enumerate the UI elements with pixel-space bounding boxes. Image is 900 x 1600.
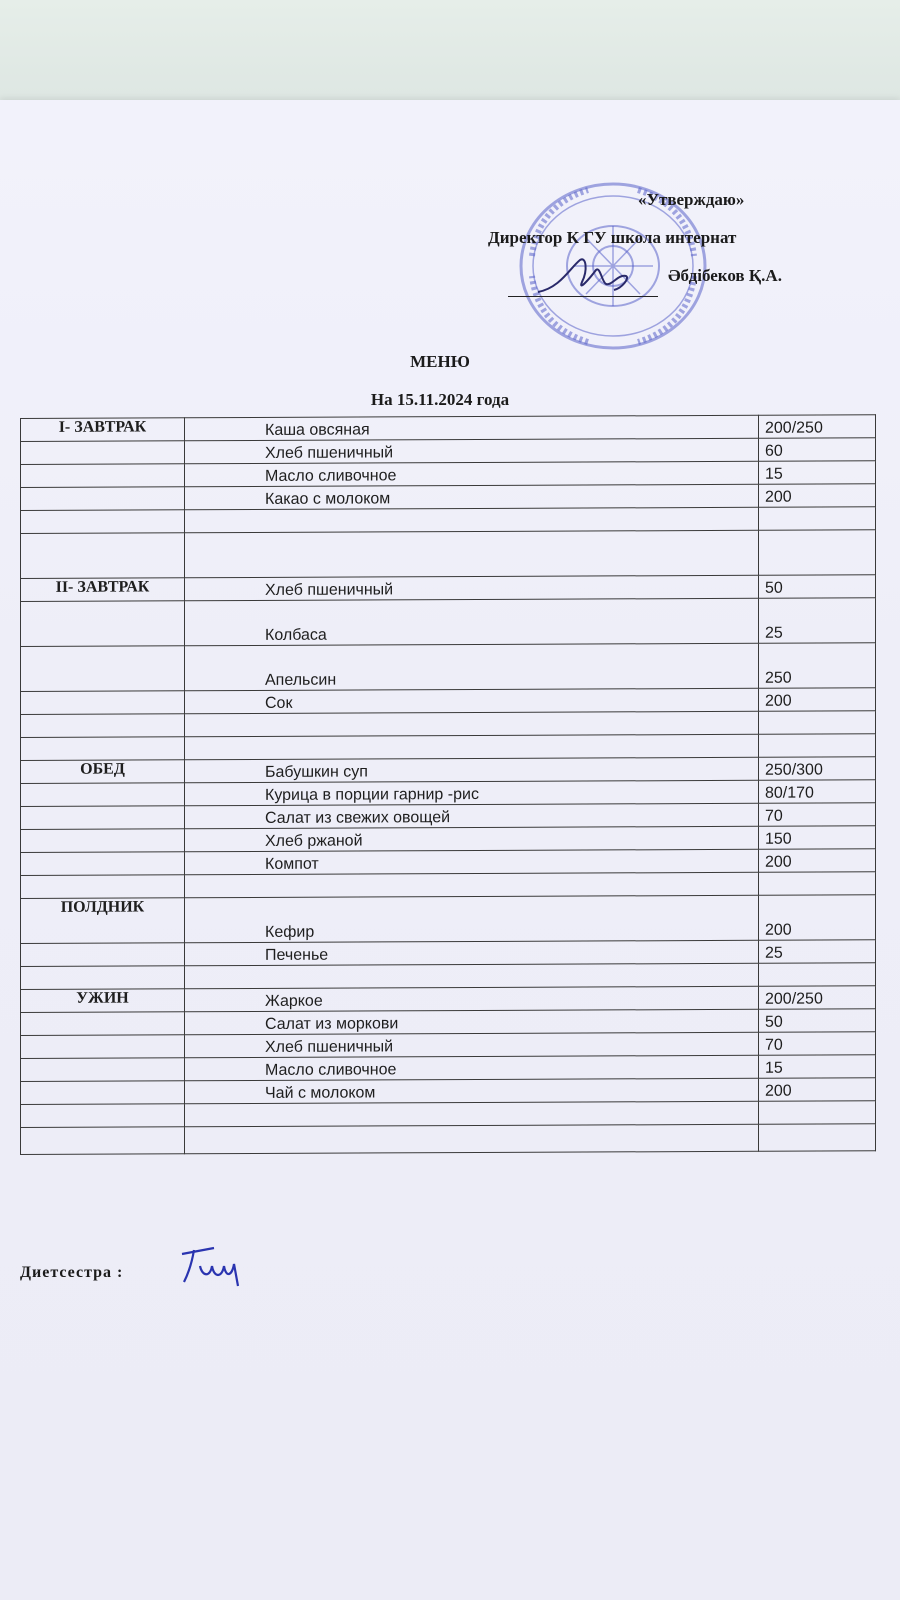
dish-cell: Апельсин: [185, 643, 759, 691]
dish-cell: Салат из свежих овощей: [185, 803, 759, 829]
table-row: [21, 643, 876, 692]
meal-cell: [21, 852, 185, 876]
dish-cell: [185, 711, 759, 737]
meal-cell: [21, 1012, 185, 1036]
meal-cell: [21, 441, 185, 465]
dish-cell: [185, 507, 759, 533]
quantity-cell: [759, 711, 876, 735]
dish-cell: Курица в порции гарнир -рис: [185, 780, 759, 806]
table-row: [21, 530, 876, 579]
dish-cell: Какао с молоком: [185, 484, 759, 510]
quantity-cell: 200: [759, 895, 876, 941]
dish-cell: Печенье: [185, 940, 759, 966]
dish-cell: Жаркое: [185, 986, 759, 1012]
meal-cell: [21, 875, 185, 899]
quantity-cell: 80/170: [759, 780, 876, 804]
quantity-cell: 150: [759, 826, 876, 850]
quantity-cell: 250: [759, 643, 876, 689]
meal-cell: ОБЕД: [21, 760, 185, 784]
dish-cell: Каша овсяная: [185, 415, 759, 441]
meal-cell: [21, 510, 185, 534]
dish-cell: [185, 1101, 759, 1127]
quantity-cell: 200/250: [759, 415, 876, 439]
table-row: [21, 1124, 876, 1155]
director-signature: [530, 248, 640, 308]
quantity-cell: 50: [759, 1009, 876, 1033]
quantity-cell: 250/300: [759, 757, 876, 781]
meal-cell: [21, 737, 185, 761]
dish-cell: Хлеб пшеничный: [185, 1032, 759, 1058]
quantity-cell: [759, 734, 876, 758]
dish-cell: Хлеб ржаной: [185, 826, 759, 852]
meal-cell: [21, 601, 185, 647]
dietitian-signature: [176, 1236, 246, 1291]
dish-cell: Масло сливочное: [185, 461, 759, 487]
meal-cell: ПОЛДНИК: [21, 898, 185, 944]
quantity-cell: 200/250: [759, 986, 876, 1010]
meal-cell: [21, 487, 185, 511]
document-date: На 15.11.2024 года: [370, 390, 510, 409]
meal-cell: [21, 646, 185, 692]
meal-cell: [21, 1058, 185, 1082]
approve-label: «Утверждаю»: [638, 190, 745, 209]
meal-cell: [21, 714, 185, 738]
menu-table-body: [21, 415, 876, 1155]
meal-cell: [21, 806, 185, 830]
dish-cell: [185, 872, 759, 898]
quantity-cell: 60: [759, 438, 876, 462]
dish-cell: Бабушкин суп: [185, 757, 759, 783]
quantity-cell: [759, 530, 876, 576]
quantity-cell: 200: [759, 688, 876, 712]
quantity-cell: [759, 872, 876, 896]
table-row: [21, 598, 876, 647]
background-wall: [0, 0, 900, 110]
quantity-cell: 200: [759, 1078, 876, 1102]
quantity-cell: 70: [759, 1032, 876, 1056]
quantity-cell: [759, 1101, 876, 1125]
meal-cell: [21, 783, 185, 807]
dish-cell: Компот: [185, 849, 759, 875]
dietitian-label: Диетсестра :: [20, 1264, 124, 1281]
dish-cell: Чай с молоком: [185, 1078, 759, 1104]
meal-cell: [21, 1035, 185, 1059]
meal-cell: [21, 691, 185, 715]
table-row: [21, 895, 876, 944]
quantity-cell: [759, 963, 876, 987]
dish-cell: Салат из моркови: [185, 1009, 759, 1035]
meal-cell: УЖИН: [21, 989, 185, 1013]
dish-cell: Хлеб пшеничный: [185, 438, 759, 464]
meal-cell: [21, 829, 185, 853]
quantity-cell: 25: [759, 598, 876, 644]
dish-cell: [185, 1124, 759, 1154]
quantity-cell: 50: [759, 575, 876, 599]
dish-cell: Хлеб пшеничный: [185, 575, 759, 601]
meal-cell: [21, 966, 185, 990]
dish-cell: Масло сливочное: [185, 1055, 759, 1081]
dish-cell: [185, 963, 759, 989]
meal-cell: [21, 1081, 185, 1105]
meal-cell: [21, 533, 185, 579]
meal-cell: II- ЗАВТРАК: [21, 578, 185, 602]
dish-cell: Колбаса: [185, 598, 759, 646]
quantity-cell: 15: [759, 1055, 876, 1079]
director-name: Әбдібеков Қ.А.: [668, 266, 782, 285]
dish-cell: [185, 530, 759, 578]
meal-cell: [21, 1104, 185, 1128]
meal-cell: [21, 943, 185, 967]
meal-cell: [21, 464, 185, 488]
meal-cell: [21, 1127, 185, 1155]
meal-cell: I- ЗАВТРАК: [21, 418, 185, 442]
dish-cell: Сок: [185, 688, 759, 714]
menu-table: [20, 414, 876, 1155]
director-position: Директор К ГУ школа интернат: [488, 228, 737, 247]
quantity-cell: 200: [759, 849, 876, 873]
quantity-cell: 70: [759, 803, 876, 827]
quantity-cell: 15: [759, 461, 876, 485]
quantity-cell: 200: [759, 484, 876, 508]
quantity-cell: [759, 507, 876, 531]
dish-cell: Кефир: [185, 895, 759, 943]
dish-cell: [185, 734, 759, 760]
document-title: МЕНЮ: [410, 352, 470, 371]
quantity-cell: 25: [759, 940, 876, 964]
quantity-cell: [759, 1124, 876, 1152]
